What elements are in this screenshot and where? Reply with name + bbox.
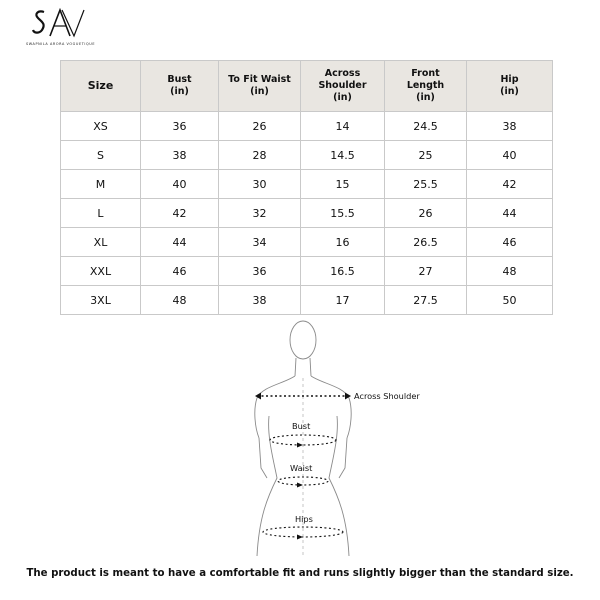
- table-header-row: [61, 61, 553, 112]
- cell-waist: 30: [219, 170, 301, 199]
- across-shoulder-label: Across Shoulder: [354, 391, 420, 401]
- header-front-length: Front Length (in): [385, 61, 467, 112]
- table-row: [61, 199, 553, 228]
- cell-bust: 38: [141, 141, 219, 170]
- brand-logo: [26, 8, 96, 48]
- cell-across-shoulder: 14: [301, 112, 385, 141]
- size-chart-table: [60, 60, 553, 315]
- header-bust: Bust (in): [141, 61, 219, 112]
- cell-across-shoulder: 14.5: [301, 141, 385, 170]
- cell-across-shoulder: 16: [301, 228, 385, 257]
- cell-front-length: 26.5: [385, 228, 467, 257]
- cell-bust: 40: [141, 170, 219, 199]
- cell-bust: 42: [141, 199, 219, 228]
- cell-hip: 42: [467, 170, 553, 199]
- table-row: [61, 170, 553, 199]
- cell-waist: 36: [219, 257, 301, 286]
- cell-front-length: 27: [385, 257, 467, 286]
- cell-across-shoulder: 17: [301, 286, 385, 315]
- cell-waist: 28: [219, 141, 301, 170]
- header-hip: Hip (in): [467, 61, 553, 112]
- cell-hip: 48: [467, 257, 553, 286]
- cell-hip: 50: [467, 286, 553, 315]
- cell-hip: 40: [467, 141, 553, 170]
- cell-across-shoulder: 15.5: [301, 199, 385, 228]
- cell-across-shoulder: 16.5: [301, 257, 385, 286]
- cell-front-length: 25.5: [385, 170, 467, 199]
- brand-tagline: SWAPNILA ARORA VOGUETIQUE: [26, 42, 96, 46]
- cell-hip: 46: [467, 228, 553, 257]
- cell-size: XXL: [61, 257, 141, 286]
- monogram-logo-icon: [30, 8, 86, 38]
- table-row: [61, 112, 553, 141]
- bust-label: Bust: [292, 421, 311, 431]
- cell-front-length: 26: [385, 199, 467, 228]
- header-across-shoulder: Across Shoulder (in): [301, 61, 385, 112]
- cell-bust: 44: [141, 228, 219, 257]
- cell-front-length: 24.5: [385, 112, 467, 141]
- cell-front-length: 25: [385, 141, 467, 170]
- cell-waist: 34: [219, 228, 301, 257]
- cell-size: XS: [61, 112, 141, 141]
- cell-size: 3XL: [61, 286, 141, 315]
- cell-front-length: 27.5: [385, 286, 467, 315]
- table-row: [61, 228, 553, 257]
- cell-waist: 26: [219, 112, 301, 141]
- hips-label: Hips: [295, 514, 313, 524]
- fit-note: The product is meant to have a comfortable fit and runs slightly bigger than the standard size.: [26, 568, 574, 579]
- header-waist: To Fit Waist (in): [219, 61, 301, 112]
- table-row: [61, 257, 553, 286]
- table-row: [61, 141, 553, 170]
- cell-size: L: [61, 199, 141, 228]
- cell-across-shoulder: 15: [301, 170, 385, 199]
- cell-bust: 48: [141, 286, 219, 315]
- cell-size: XL: [61, 228, 141, 257]
- cell-waist: 38: [219, 286, 301, 315]
- cell-bust: 46: [141, 257, 219, 286]
- header-size: Size: [61, 61, 141, 112]
- measurement-diagram: [245, 318, 435, 563]
- table-row: [61, 286, 553, 315]
- cell-size: S: [61, 141, 141, 170]
- cell-size: M: [61, 170, 141, 199]
- mannequin-illustration: [245, 318, 435, 563]
- cell-bust: 36: [141, 112, 219, 141]
- waist-label: Waist: [290, 463, 313, 473]
- cell-waist: 32: [219, 199, 301, 228]
- cell-hip: 44: [467, 199, 553, 228]
- cell-hip: 38: [467, 112, 553, 141]
